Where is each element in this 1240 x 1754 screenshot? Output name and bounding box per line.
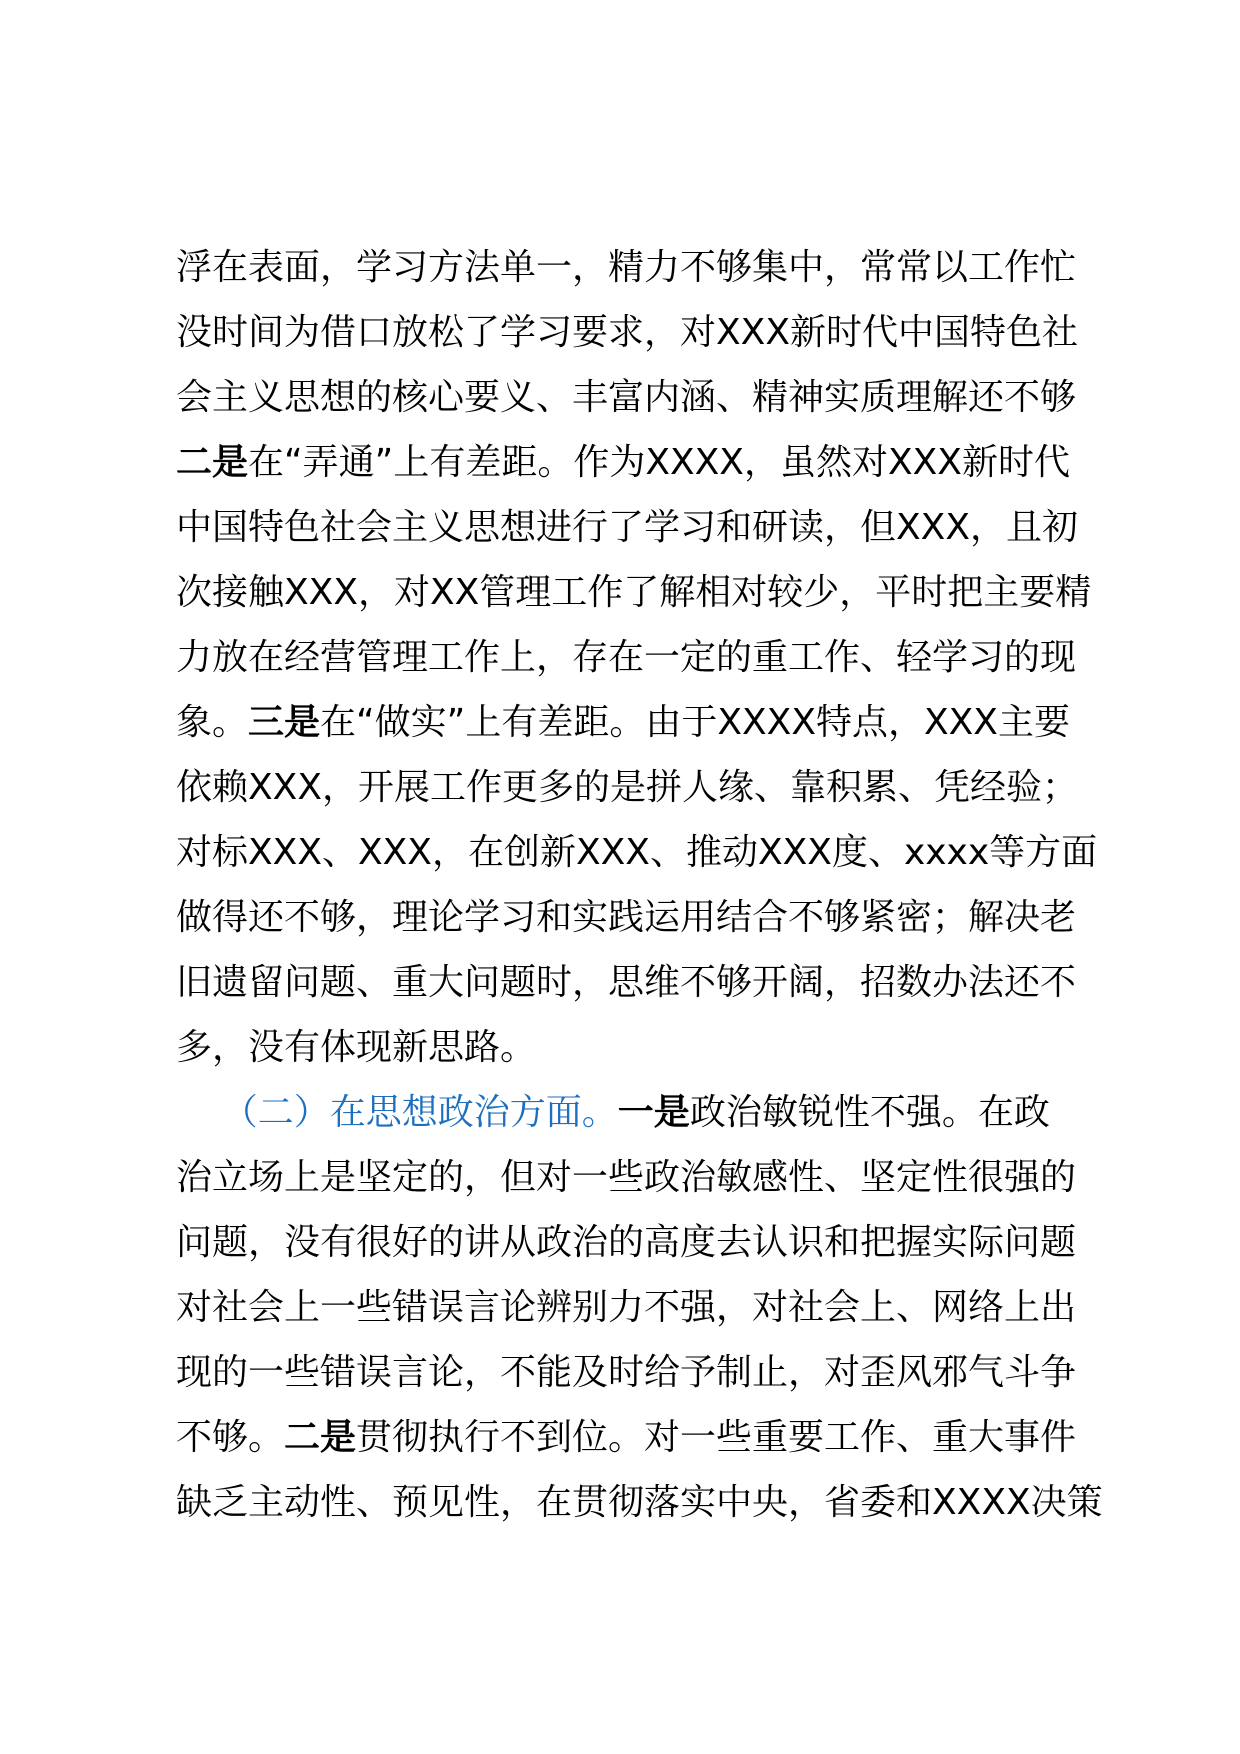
text-line — [176, 690, 1136, 755]
text-run: 贯彻执行不到位。对一些重要工作、重大事件 — [356, 1417, 1077, 1458]
bold-lead-text: 一是 — [617, 1092, 690, 1133]
text-run: 会主义思想的核心要义、丰富内涵、精神实质理解还不够 — [176, 377, 1077, 418]
text-line — [176, 950, 1136, 1015]
text-run: 中国特色社会主义思想进行了学习和研读，但XXX，且初 — [176, 507, 1078, 548]
text-line — [176, 560, 1136, 625]
text-line — [176, 1470, 1136, 1535]
text-line — [176, 1340, 1136, 1405]
section-heading: （二）在思想政治方面。 — [221, 1092, 618, 1133]
text-run: 浮在表面，学习方法单一，精力不够集中，常常以工作忙 — [176, 247, 1077, 288]
bold-lead-text: 二是 — [284, 1417, 357, 1458]
text-run: 政治敏锐性不强。在政 — [689, 1092, 1050, 1133]
text-run: 在“弄通”上有差距。作为XXXX，虽然对XXX新时代 — [248, 442, 1070, 483]
text-run: 做得还不够，理论学习和实践运用结合不够紧密；解决老 — [176, 897, 1077, 938]
text-line — [176, 1145, 1136, 1210]
body-text — [176, 235, 1136, 1535]
text-run: 对社会上一些错误言论辨别力不强，对社会上、网络上出 — [176, 1287, 1077, 1328]
text-line — [176, 365, 1136, 430]
text-line — [176, 820, 1136, 885]
bold-lead-text: 三是 — [248, 702, 321, 743]
text-line — [176, 1405, 1136, 1470]
text-run: 问题，没有很好的讲从政治的高度去认识和把握实际问题 — [176, 1222, 1077, 1263]
text-run: 没时间为借口放松了学习要求，对XXX新时代中国特色社 — [176, 312, 1078, 353]
text-run — [176, 1092, 222, 1133]
text-run: 缺乏主动性、预见性，在贯彻落实中央，省委和XXXX决策 — [176, 1482, 1103, 1523]
text-run: 治立场上是坚定的，但对一些政治敏感性、坚定性很强的 — [176, 1157, 1077, 1198]
text-run: 象。 — [176, 702, 249, 743]
text-line — [176, 300, 1136, 365]
text-run: 现的一些错误言论，不能及时给予制止，对歪风邪气斗争 — [176, 1352, 1077, 1393]
text-line — [176, 1275, 1136, 1340]
text-line — [176, 755, 1136, 820]
text-line — [176, 1080, 1136, 1145]
text-run: 依赖XXX，开展工作更多的是拼人缘、靠积累、凭经验； — [176, 767, 1078, 808]
text-line — [176, 885, 1136, 950]
text-line — [176, 625, 1136, 690]
text-line — [176, 430, 1136, 495]
text-run: 旧遗留问题、重大问题时，思维不够开阔，招数办法还不 — [176, 962, 1077, 1003]
text-line — [176, 495, 1136, 560]
text-line — [176, 1210, 1136, 1275]
text-line — [176, 1015, 1136, 1080]
text-run: 在“做实”上有差距。由于XXXX特点，XXX主要 — [320, 702, 1070, 743]
bold-lead-text: 二是 — [176, 442, 249, 483]
text-run: 多，没有体现新思路。 — [176, 1027, 537, 1068]
text-run: 次接触XXX，对XX管理工作了解相对较少，平时把主要精 — [176, 572, 1092, 613]
text-run: 不够。 — [176, 1417, 285, 1458]
text-run: 对标XXX、XXX，在创新XXX、推动XXX度、xxxx等方面 — [176, 832, 1098, 873]
text-line — [176, 235, 1136, 300]
text-run: 力放在经营管理工作上，存在一定的重工作、轻学习的现 — [176, 637, 1077, 678]
